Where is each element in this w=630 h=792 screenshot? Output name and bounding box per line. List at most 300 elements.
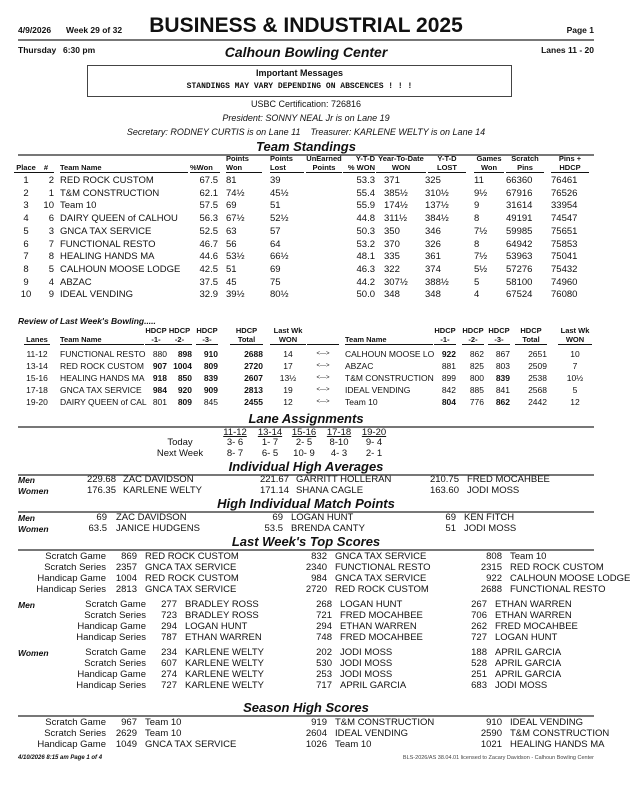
messages-heading: Important Messages [255,68,344,78]
bowler-name: ETHAN WARREN [495,599,572,610]
review-cell: 899 [441,373,456,383]
review-cell: 14 [283,349,293,359]
header-line: -2- [167,335,192,345]
standings-cell: 81 [226,175,237,186]
header-line: HDCP [168,326,191,335]
report-date: 4/9/2026 [18,25,52,35]
lane-pair-header: 19-20 [361,427,387,438]
standings-cell: 1 [48,187,54,199]
score-value: 202 [316,647,332,658]
bowler-name: LOGAN HUNT [495,632,558,643]
review-cell: 11-12 [26,349,48,359]
team-name: RED ROCK CUSTOM [60,361,144,371]
score-value: 267 [471,599,487,610]
score-value: 221.67 [259,474,289,485]
standings-cell: 76080 [551,289,578,301]
standings-cell: 49191 [506,213,533,225]
standings-cell: 69 [270,263,281,275]
team-name: RED ROCK CUSTOM [60,175,154,186]
score-value: 1026 [305,739,327,750]
header-line: Scratch [511,154,539,163]
bowler-name: ETHAN WARREN [495,610,572,621]
row-label: Handicap Game [37,573,106,584]
standings-cell: 6 [23,238,29,250]
header-line: Pins [506,163,544,173]
header-line: -3- [488,335,510,345]
message-text: STANDINGS MAY VARY DEPENDING ON ABSCENCES ! ! ! [186,82,413,91]
standings-col-header [306,154,342,173]
score-value: 2604 [305,728,327,739]
header-line: -2- [462,335,484,345]
score-value: 869 [121,551,137,562]
season-high-title: Season High Scores [243,700,369,715]
review-cell: 825 [469,361,484,371]
score-value: 1049 [115,739,137,750]
standings-cell: 59985 [506,225,533,237]
league-day: Thursday [18,45,57,55]
review-cell: 776 [469,397,484,407]
team-standings-title: Team Standings [256,139,356,154]
lane-matchup: 8-10 [329,437,349,448]
row-label: Scratch Game [85,599,146,610]
header-line: WON [270,335,306,345]
standings-cell: 64 [270,238,281,250]
header-line: %Won [190,163,220,173]
review-cell: 842 [441,385,456,395]
lane-matchup: 10- 9 [293,448,315,459]
header-line: Points [306,163,342,173]
bowler-name: RED ROCK CUSTOM [145,551,239,562]
header-line: Last Wk [560,326,590,335]
standings-cell: 9 [474,200,480,212]
review-cell: 862 [495,397,510,407]
review-title: Review of Last Week's Bowling..... [18,316,156,326]
review-col-header [270,326,306,345]
row-label: Scratch Series [84,658,146,669]
lane-pair-header: 11-12 [223,427,247,438]
review-cell: 2509 [528,361,547,371]
important-messages-box [87,65,512,97]
standings-cell: 44.8 [356,213,375,225]
standings-col-header [474,154,504,173]
review-cell: 10 [570,349,580,359]
standings-cell: 5 [23,225,29,237]
standings-cell: 67916 [506,187,533,199]
license-info: BLS-2026/AS 38.04.01 licensed to Zacary Davidson - Calhoun Bowling Center [402,755,594,761]
standings-cell: 56 [226,238,237,250]
standings-cell: 66½ [270,251,289,263]
standings-cell: 1 [23,175,29,186]
standings-col-header [428,154,466,173]
bowler-name: APRIL GARCIA [340,680,407,691]
review-col-header [145,326,167,345]
lane-pair-header: 17-18 [326,427,352,438]
header-line: HDCP [196,326,218,335]
standings-cell: 75 [270,276,281,288]
score-value: 910 [486,717,502,728]
standings-cell: 57276 [506,263,533,275]
standings-cell: 2 [48,175,54,186]
score-value: 706 [471,610,487,621]
bowler-name: FUNCTIONAL RESTO [335,562,431,573]
review-cell: 809 [203,361,218,371]
score-value: 274 [161,669,177,680]
header-line [14,154,38,163]
header-line: WON [376,163,426,173]
header-line [345,326,433,335]
header-line [190,154,220,163]
bowler-name: JODI MOSS [340,647,393,658]
header-line: HDCP [434,326,456,335]
standings-cell: 57.5 [199,200,218,212]
header-line: HDCP [488,326,510,335]
standings-cell: 66360 [506,175,533,186]
team-name: HEALING HANDS MA [60,373,145,383]
review-cell: 5 [572,385,578,395]
standings-cell: 350 [384,225,400,237]
men-label: Men [18,600,35,610]
bowler-name: RED ROCK CUSTOM [510,562,604,573]
bowler-name: JANICE HUDGENS [116,523,200,534]
row-label: Women [18,524,49,534]
header-line [307,335,339,345]
standings-cell: 4 [474,289,480,301]
standings-col-header [38,154,54,173]
lane-pair-header: 13-14 [257,427,283,438]
standings-col-header [226,154,262,173]
standings-cell: 8 [474,213,480,225]
lanes-range: Lanes 11 - 20 [541,45,594,55]
review-cell: 2607 [244,373,263,383]
header-line: Last Wk [273,326,303,335]
standings-cell: 374 [425,263,441,275]
vs-arrow: <---> [316,387,330,393]
standings-cell: 7 [48,238,54,250]
standings-col-header [343,154,375,173]
standings-cell: 42.5 [199,263,218,275]
standings-cell: 6 [48,213,54,225]
review-cell: 898 [177,349,192,359]
standings-cell: 45 [226,276,237,288]
standings-cell: 385½ [384,187,408,199]
standings-cell: 7½ [474,251,488,263]
review-col-header [434,326,456,345]
review-cell: 13½ [279,373,297,383]
review-col-header [24,326,50,345]
bowler-name: ZAC DAVIDSON [116,512,187,523]
score-value: 2629 [115,728,137,739]
top-scores-title: Last Week's Top Scores [231,534,381,549]
bowler-name: ETHAN WARREN [340,621,417,632]
bowler-name: LOGAN HUNT [185,621,248,632]
review-col-header [488,326,510,345]
header-line: Won [226,163,262,173]
standings-cell: 55.4 [356,187,375,199]
review-cell: 922 [441,349,456,359]
standings-cell: 57 [270,225,281,237]
team-name: CALHOUN MOOSE LO [345,349,435,359]
high-averages-title: Individual High Averages [228,459,384,474]
header-line: Points [270,154,293,163]
score-value: 727 [161,680,177,691]
score-value: 2357 [115,562,137,573]
standings-cell: 74960 [551,276,578,288]
bowler-name: T&M CONSTRUCTION [510,728,610,739]
header-line: Y-T-D [437,154,457,163]
review-cell: 839 [203,373,218,383]
standings-cell: 51 [226,263,237,275]
bowler-name: KARLENE WELTY [185,680,265,691]
standings-cell: 3 [23,200,29,212]
bowler-name: GNCA TAX SERVICE [145,584,237,595]
score-value: 234 [161,647,177,658]
print-info: 4/10/2026 8:15 am Page 1 of 4 [18,755,103,761]
header-line [307,326,339,335]
score-value: 69 [96,512,107,523]
bowler-name: GNCA TAX SERVICE [335,551,427,562]
standings-cell: 74½ [226,187,245,199]
standings-cell: 4 [48,276,54,288]
team-name: Team 10 [345,397,378,407]
standings-cell: 44.2 [356,276,375,288]
team-name: CALHOUN MOOSE LODGE [60,263,181,275]
header-line [38,154,54,163]
standings-cell: 326 [425,238,441,250]
header-line [60,326,144,335]
team-name: T&M CONSTRUCTION [345,373,434,383]
review-col-header [307,326,339,345]
bowler-name: APRIL GARCIA [495,647,562,658]
score-value: 727 [471,632,487,643]
review-cell: 1004 [173,361,192,371]
score-value: 69 [445,512,456,523]
review-cell: 809 [177,397,192,407]
bowler-name: JODI MOSS [340,669,393,680]
review-col-header [462,326,484,345]
standings-cell: 69 [226,200,237,212]
score-value: 967 [121,717,137,728]
score-value: 163.60 [429,485,459,496]
score-value: 69 [272,512,283,523]
bowler-name: FRED MOCAHBEE [340,632,423,643]
team-name: T&M CONSTRUCTION [60,187,160,199]
standings-cell: 67.5 [199,175,218,186]
standings-cell: 4 [23,213,29,225]
score-value: 2813 [115,584,137,595]
bowler-name: Team 10 [510,551,547,562]
standings-cell: 55.9 [356,200,375,212]
score-value: 530 [316,658,332,669]
score-value: 2688 [480,584,502,595]
standings-cell: 384½ [425,213,449,225]
header-line: UnEarned [306,154,342,163]
standings-cell: 9 [48,289,54,301]
header-line: Year-To-Date [378,154,424,163]
standings-cell: 325 [425,175,441,186]
bowler-name: GNCA TAX SERVICE [145,739,237,750]
bowler-name: JODI MOSS [464,523,517,534]
review-cell: 907 [152,361,167,371]
header-line: Place [14,163,38,173]
review-cell: 19-20 [26,397,48,407]
standings-cell: 80½ [270,289,289,301]
review-col-header [515,326,547,345]
bowler-name: Team 10 [335,739,372,750]
standings-cell: 52.5 [199,225,218,237]
review-cell: 881 [441,361,456,371]
standings-cell: 64942 [506,238,533,250]
lane-pair-header: 15-16 [291,427,317,438]
vs-arrow: <---> [316,351,330,357]
header-line: Total [515,335,547,345]
review-cell: 885 [469,385,484,395]
standings-cell: 33954 [551,200,578,212]
bowler-name: FRED MOCAHBEE [467,474,550,485]
bowler-name: GARRITT HOLLERAN [296,474,392,485]
bowler-name: KARLENE WELTY [185,647,265,658]
review-cell: 17 [283,361,293,371]
row-label: Handicap Game [77,669,146,680]
score-value: 748 [316,632,332,643]
score-value: 721 [316,610,332,621]
review-cell: 10½ [566,373,584,383]
header-line: Team Name [60,163,188,173]
header-line: -3- [196,335,218,345]
bowler-name: JODI MOSS [495,680,548,691]
row-label: Women [18,486,49,496]
team-name: IDEAL VENDING [60,289,134,301]
standings-cell: 346 [425,225,441,237]
score-value: 277 [161,599,177,610]
score-value: 176.35 [86,485,116,496]
team-name: DAIRY QUEEN of CAL [60,397,147,407]
standings-cell: 322 [384,263,400,275]
standings-cell: 76461 [551,175,578,186]
league-title: BUSINESS & INDUSTRIAL 2025 [149,14,463,37]
score-value: 717 [316,680,332,691]
score-value: 53.5 [264,523,283,534]
standings-col-header [506,154,544,173]
standings-cell: 7½ [474,225,488,237]
review-cell: 19 [283,385,293,395]
vs-arrow: <---> [316,363,330,369]
review-col-header [230,326,263,345]
standings-cell: 371 [384,175,400,186]
standings-cell: 8 [48,251,54,263]
standings-col-header [270,154,304,173]
review-cell: 984 [152,385,167,395]
standings-cell: 10 [43,200,54,212]
review-cell: 845 [203,397,218,407]
bowler-name: FUNCTIONAL RESTO [510,584,606,595]
bowler-name: GNCA TAX SERVICE [335,573,427,584]
standings-cell: 45½ [270,187,289,199]
header-line: Points [226,154,249,163]
standings-cell: 32.9 [199,289,218,301]
review-cell: 867 [495,349,510,359]
header-line: Team Name [345,335,433,345]
standings-cell: 67524 [506,289,533,301]
league-time: 6:30 pm [63,45,96,55]
team-name: ABZAC [345,361,374,371]
header-line: Lost [270,163,304,173]
standings-cell: 51 [270,200,281,212]
standings-cell: 10 [20,289,32,301]
page-number: Page 1 [566,25,594,35]
standings-cell: 74547 [551,213,578,225]
standings-cell: 9 [23,276,29,288]
standings-cell: 62.1 [199,187,218,199]
bowler-name: FRED MOCAHBEE [495,621,578,632]
women-label: Women [18,648,49,658]
standings-cell: 348 [384,289,400,301]
standings-cell: 53.3 [356,175,375,186]
standings-cell: 335 [384,251,400,263]
score-value: 210.75 [429,474,459,485]
score-value: 2340 [305,562,327,573]
bowler-name: LOGAN HUNT [340,599,403,610]
standings-cell: 56.3 [199,213,218,225]
score-value: 63.5 [88,523,107,534]
review-col-header [345,326,433,345]
bowler-name: T&M CONSTRUCTION [335,717,435,728]
lane-matchup: 1- 7 [261,437,279,448]
standings-cell: 307½ [384,276,408,288]
team-name: Team 10 [60,200,97,212]
review-cell: 841 [495,385,510,395]
standings-cell: 75651 [551,225,578,237]
standings-cell: 9½ [474,187,488,199]
standings-cell: 63 [226,225,237,237]
standings-cell: 50.0 [356,289,375,301]
review-cell: 17-18 [26,385,48,395]
score-value: 832 [311,551,327,562]
team-name: GNCA TAX SERVICE [60,385,142,395]
header-line: -1- [434,335,456,345]
score-value: 2590 [480,728,502,739]
row-label: Handicap Game [77,621,146,632]
standings-cell: 58100 [506,276,533,288]
bowler-name: KEN FITCH [464,512,515,523]
header-line [24,326,50,335]
standings-col-header [14,154,38,173]
team-name: DAIRY QUEEN of CALHOU [60,213,178,225]
team-name: GNCA TAX SERVICE [60,225,152,237]
bowler-name: KARLENE WELTY [123,485,203,496]
standings-cell: 5½ [474,263,488,275]
standings-cell: 3 [48,225,54,237]
score-value: 607 [161,658,177,669]
standings-cell: 137½ [425,200,449,212]
review-col-header [60,326,144,345]
lane-matchup: 2- 5 [295,437,313,448]
review-cell: 2720 [244,361,263,371]
review-cell: 862 [469,349,484,359]
bowler-name: APRIL GARCIA [495,658,562,669]
lane-matchup: 9- 4 [365,437,383,448]
row-label: Men [18,475,35,485]
review-cell: 13-14 [26,361,48,371]
score-value: 262 [471,621,487,632]
score-value: 188 [471,647,487,658]
team-name: FUNCTIONAL RESTO [60,349,146,359]
usbc-certification: USBC Certification: 726816 [250,99,362,109]
header-line: Team Name [60,335,144,345]
score-value: 171.14 [259,485,289,496]
standings-cell: 39 [270,175,281,186]
standings-cell: 44.6 [199,251,218,263]
header-line: -1- [145,335,167,345]
